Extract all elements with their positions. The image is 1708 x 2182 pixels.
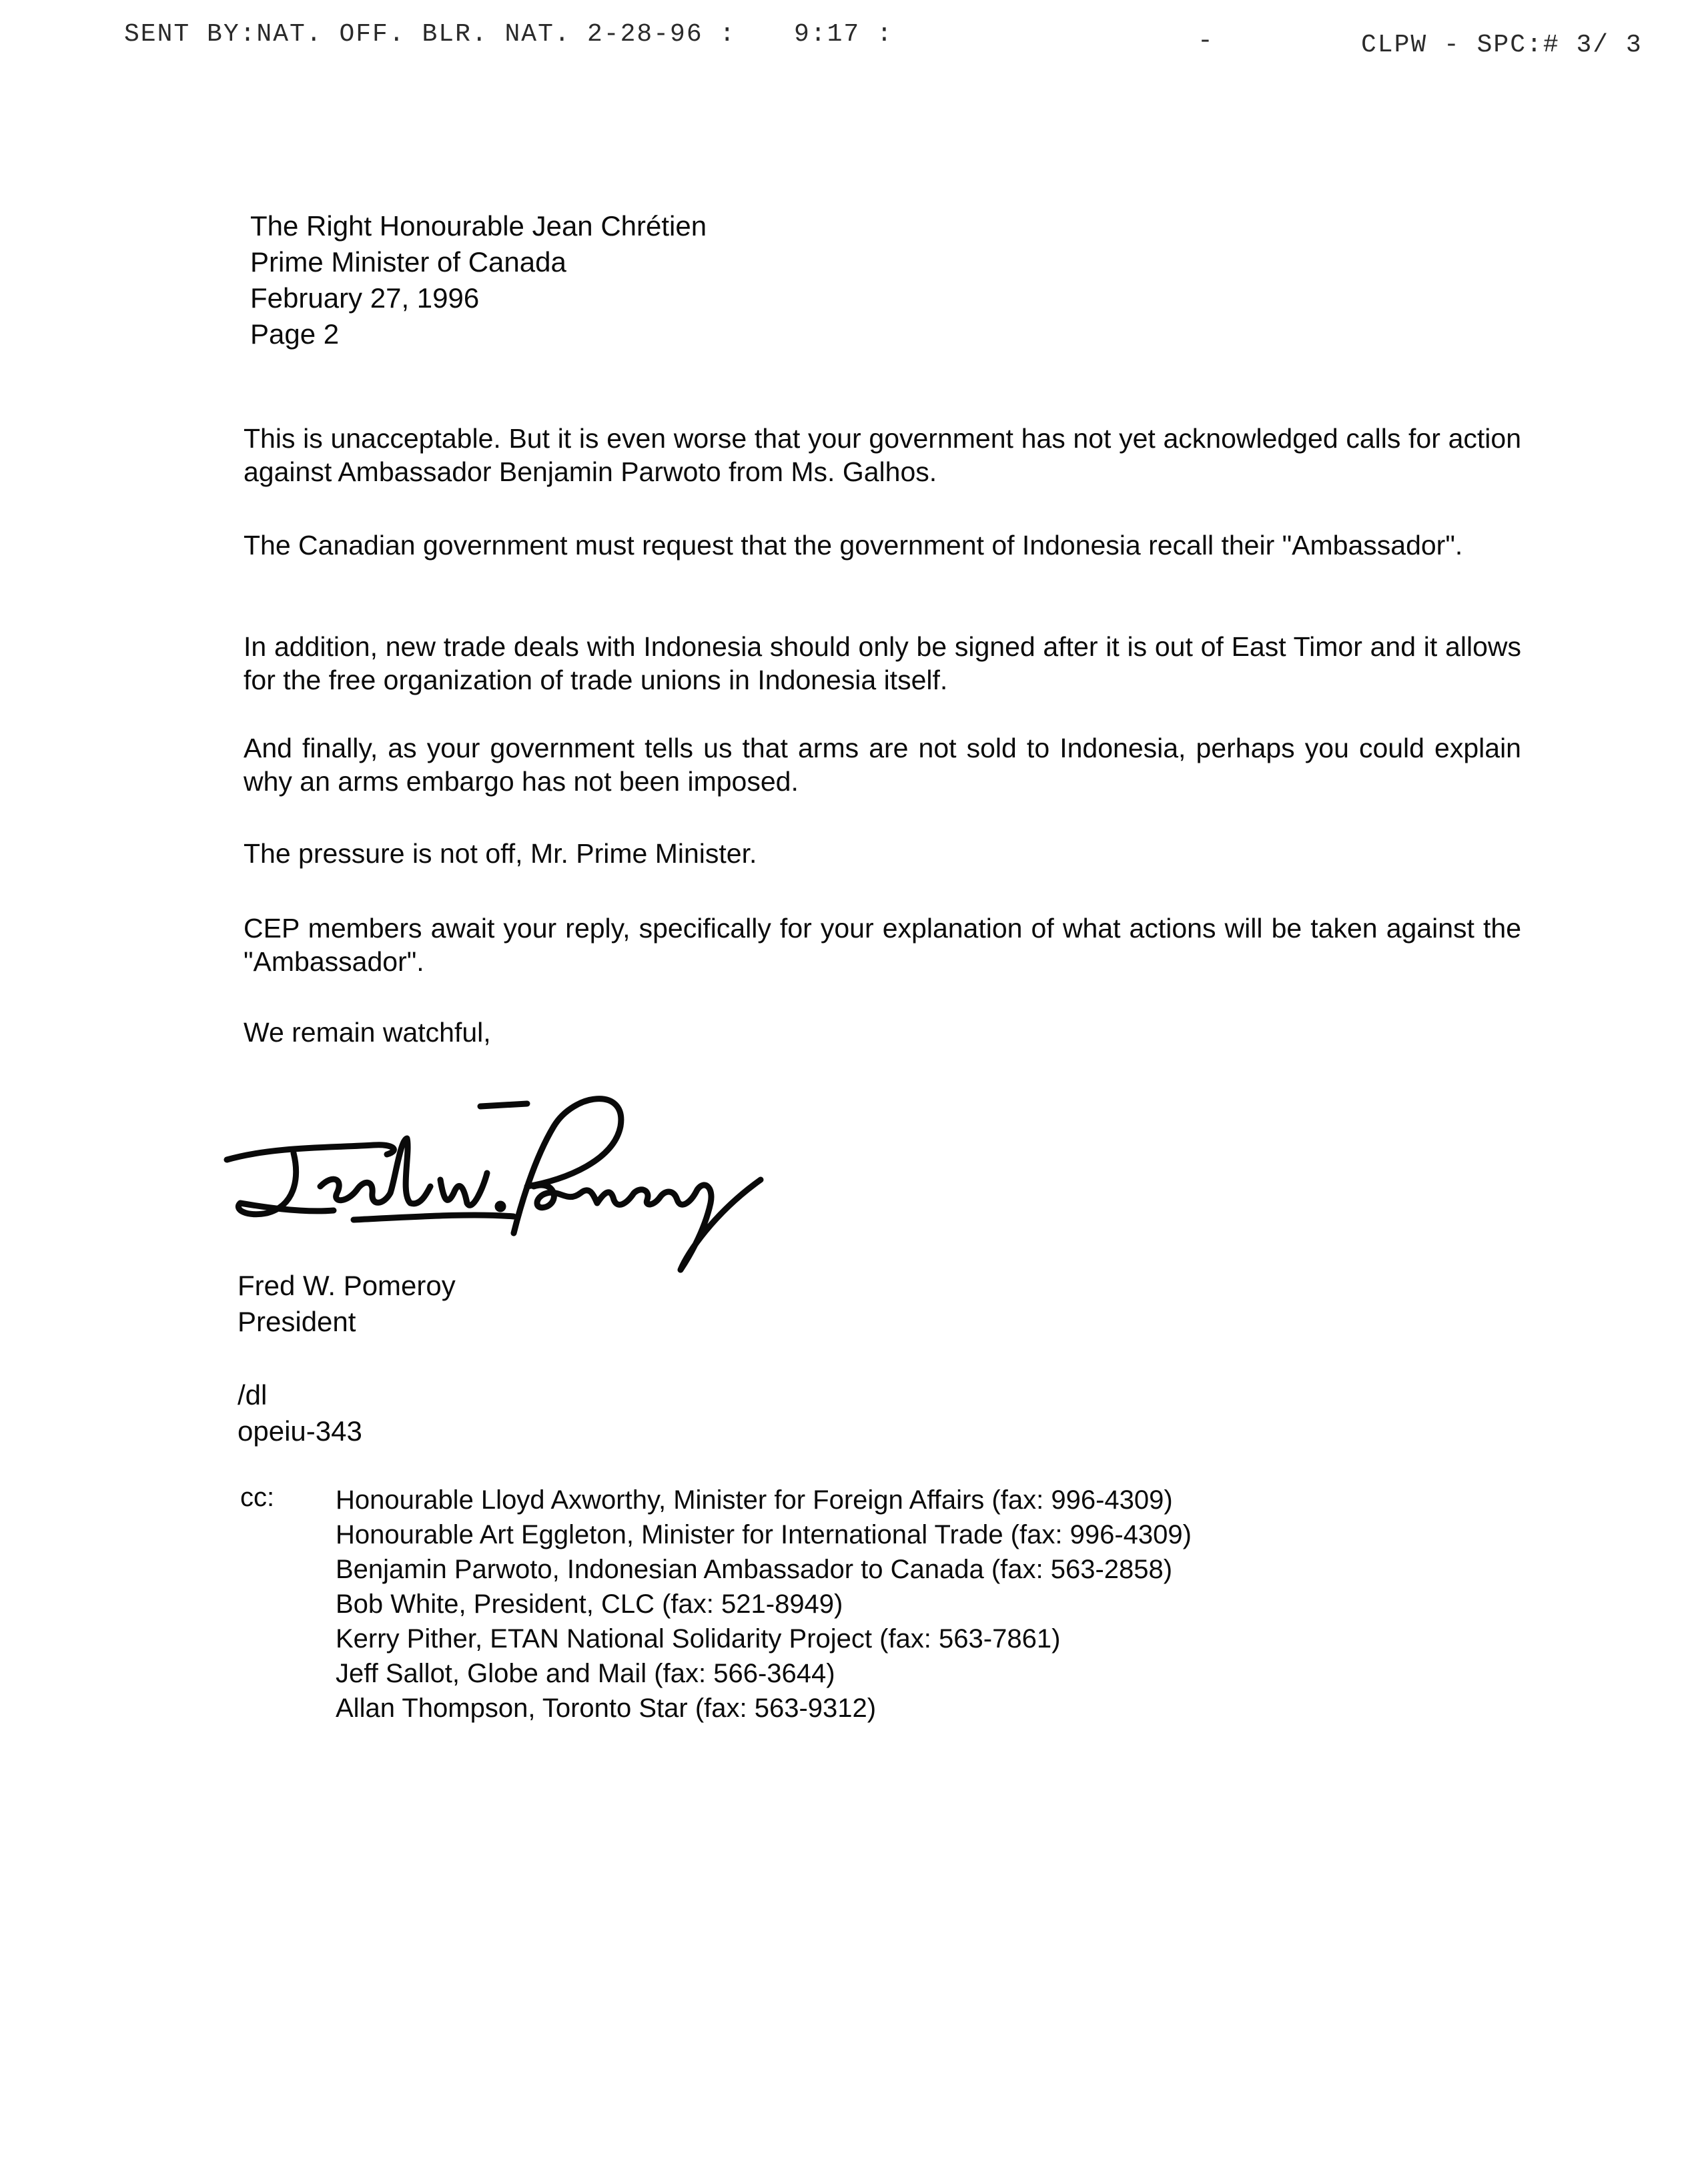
cc-label: cc: <box>240 1483 275 1512</box>
fax-sender: SENT BY:NAT. OFF. BLR. NAT. <box>124 20 571 49</box>
signer-name: Fred W. Pomeroy <box>238 1270 456 1301</box>
cc-recipient: Bob White, President, CLC (fax: 521-8949) <box>336 1589 843 1619</box>
cc-list <box>336 1483 1192 1726</box>
cc-recipient: Honourable Art Eggleton, Minister for International Trade (fax: 996-4309) <box>336 1520 1192 1549</box>
fax-date: 2-28-96 : <box>587 20 737 49</box>
fax-page-info: CLPW - SPC:# 3/ 3 <box>1361 31 1643 59</box>
handwritten-signature <box>220 1080 774 1280</box>
cc-recipient: Allan Thompson, Toronto Star (fax: 563-9312) <box>336 1694 877 1723</box>
page-number: Page 2 <box>250 318 340 350</box>
recipient-title: Prime Minister of Canada <box>250 246 566 278</box>
paragraph-pressure: The pressure is not off, Mr. Prime Minister. <box>244 838 757 869</box>
typist-initials: /dl <box>238 1379 268 1411</box>
fax-separator: - <box>1198 27 1214 55</box>
cc-recipient: Kerry Pither, ETAN National Solidarity Project (fax: 563-7861) <box>336 1624 1061 1654</box>
closing-line: We remain watchful, <box>244 1017 491 1048</box>
cc-recipient: Benjamin Parwoto, Indonesian Ambassador to Canada (fax: 563-2858) <box>336 1555 1173 1584</box>
cc-recipient: Jeff Sallot, Globe and Mail (fax: 566-3644) <box>336 1659 835 1688</box>
fax-transmission-header <box>0 20 1708 60</box>
union-reference: opeiu-343 <box>238 1415 362 1447</box>
paragraph-recall-ambassador: The Canadian government must request that the government of Indonesia recall their "Ambassador". <box>244 530 1463 561</box>
recipient-name: The Right Honourable Jean Chrétien <box>250 210 707 242</box>
signer-block <box>238 1268 456 1340</box>
letter-date: February 27, 1996 <box>250 282 480 314</box>
paragraph-trade-deals: In addition, new trade deals with Indonesia should only be signed after it is out of East Timor and it allows for the free organization of trade unions in Indonesia itself. <box>244 631 1521 695</box>
recipient-block <box>250 208 707 352</box>
fax-time: 9:17 : <box>794 20 893 49</box>
paragraph-await-reply: CEP members await your reply, specifically for your explanation of what actions will be taken against the "Ambassador". <box>244 913 1521 977</box>
paragraph-unacceptable: This is unacceptable. But it is even worse that your government has not yet acknowledged calls for action against Ambassador Benjamin Parwoto from Ms. Galhos. <box>244 423 1521 487</box>
reference-block <box>238 1377 362 1449</box>
paragraph-arms-embargo: And finally, as your government tells us that arms are not sold to Indonesia, perhaps you could explain why an arms embargo has not been imposed. <box>244 733 1521 797</box>
signer-title: President <box>238 1306 356 1337</box>
cc-recipient: Honourable Lloyd Axworthy, Minister for Foreign Affairs (fax: 996-4309) <box>336 1485 1173 1515</box>
